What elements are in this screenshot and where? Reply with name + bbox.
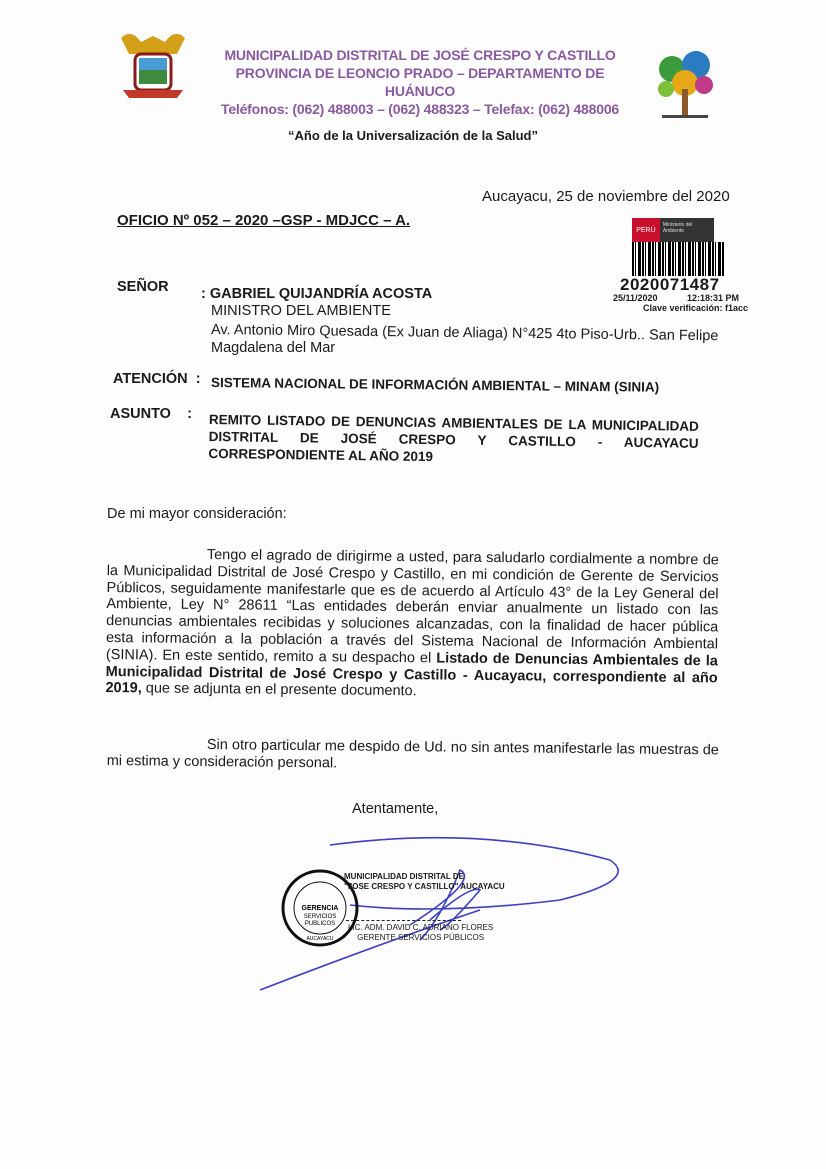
- letterhead-phones: Teléfonos: (062) 488003 – (062) 488323 – Telefax: (062) 488006: [221, 101, 619, 117]
- signatory-name: LIC. ADM. DAVID C. ADRIANO FLORES: [348, 923, 494, 932]
- attention-value: SISTEMA NACIONAL DE INFORMACIÓN AMBIENTAL – MINAM (SINIA): [210, 375, 660, 395]
- recipient-address: Av. Antonio Miro Quesada (Ex Juan de Aliaga) N°425 4to Piso-Urb.. San Felipe: [210, 322, 719, 345]
- recipient-district: Magdalena del Mar: [211, 340, 336, 356]
- stamp-country: PERÚ: [632, 218, 660, 242]
- stamp-ministry: Ministerio del Ambiente: [662, 222, 693, 234]
- body-text-end: que se adjunta en el presente documento.: [141, 680, 417, 700]
- seal-line: "JOSE CRESPO Y CASTILLO" AUCAYACU: [344, 882, 505, 891]
- seal-text: PUBLICOS: [304, 921, 336, 927]
- signatory: [348, 923, 493, 943]
- seal-line: MUNICIPALIDAD DISTRITAL DE: [344, 872, 464, 881]
- subject-value: REMITO LISTADO DE DENUNCIAS AMBIENTALES DE LA MUNICIPALIDAD DISTRITAL DE JOSÉ CRESPO Y CASTILLO - AUCAYACU CORRESPONDIENTE AL AÑO 2019: [208, 411, 699, 465]
- municipal-coat-of-arms-logo: [117, 28, 189, 100]
- recipient-title: MINISTRO DEL AMBIENTE: [211, 303, 391, 319]
- letterhead: [205, 46, 635, 118]
- recipient-label: SEÑOR: [117, 279, 169, 295]
- oficio-number: OFICIO Nº 052 – 2020 –GSP - MDJCC – A.: [117, 212, 411, 229]
- signatory-position: GERENTE SERVICIOS PÚBLICOS: [357, 933, 485, 942]
- tree-logo: [650, 45, 720, 125]
- registry-number: 2020071487: [620, 275, 720, 294]
- seal-text: AUCAYACU: [306, 936, 334, 942]
- body-text-bold: Listado de Denuncias Ambientales de la Municipalidad Distrital de José Crespo y Castillo - Aucayacu, correspondiente al año 2019,: [105, 650, 718, 697]
- stamp-time: 12:18:31 PM: [687, 293, 740, 303]
- letterhead-province: PROVINCIA DE LEONCIO PRADO – DEPARTAMENTO DE HUÁNUCO: [235, 65, 605, 99]
- signature-line: [346, 920, 461, 921]
- stamp-date: 25/11/2020: [613, 293, 658, 303]
- ministry-stamp-logo: [632, 218, 714, 242]
- body-paragraph-1: [105, 546, 719, 704]
- closing: Atentamente,: [352, 801, 439, 817]
- body-paragraph-2: Sin otro particular me despido de Ud. no sin antes manifestarle las muestras de mi estima y consideración personal.: [106, 737, 719, 772]
- document-date: Aucayacu, 25 de noviembre del 2020: [482, 188, 730, 205]
- greeting: De mi mayor consideración:: [107, 506, 287, 522]
- barcode: [632, 242, 724, 276]
- recipient-name: : GABRIEL QUIJANDRÍA ACOSTA: [201, 286, 433, 302]
- seal-text: SERVICIOS: [303, 914, 337, 920]
- year-motto: “Año de la Universalización de la Salud”: [288, 128, 538, 143]
- signature-stamp: [344, 872, 505, 892]
- letterhead-municipality: MUNICIPALIDAD DISTRITAL DE JOSÉ CRESPO Y CASTILLO: [224, 47, 616, 63]
- seal-text: GERENCIA: [301, 905, 339, 912]
- stamp-verification-key: Clave verificación: f1acc: [643, 303, 749, 313]
- attention-label: ATENCIÓN :: [113, 371, 201, 387]
- subject-label: ASUNTO :: [110, 406, 192, 422]
- body-text: Tengo el agrado de dirigirme a usted, para saludarlo cordialmente a nombre de la Municipalidad Distrital de José Crespo y Castillo, en mi condición de Gerente de Servicios Públicos, seguidamente manifestarle que es de acuerdo al Artículo 43° de la Ley General del Ambiente, Ley N° 28611 “Las entidades deberán enviar anualmente un listado con las denuncias ambientales recibidas y soluciones alcanzadas, con la finalidad de hacer pública esta información a la población a través del Sistema Nacional de Información Ambiental (SINIA). En este sentido, remito a su despacho el: [105, 547, 719, 667]
